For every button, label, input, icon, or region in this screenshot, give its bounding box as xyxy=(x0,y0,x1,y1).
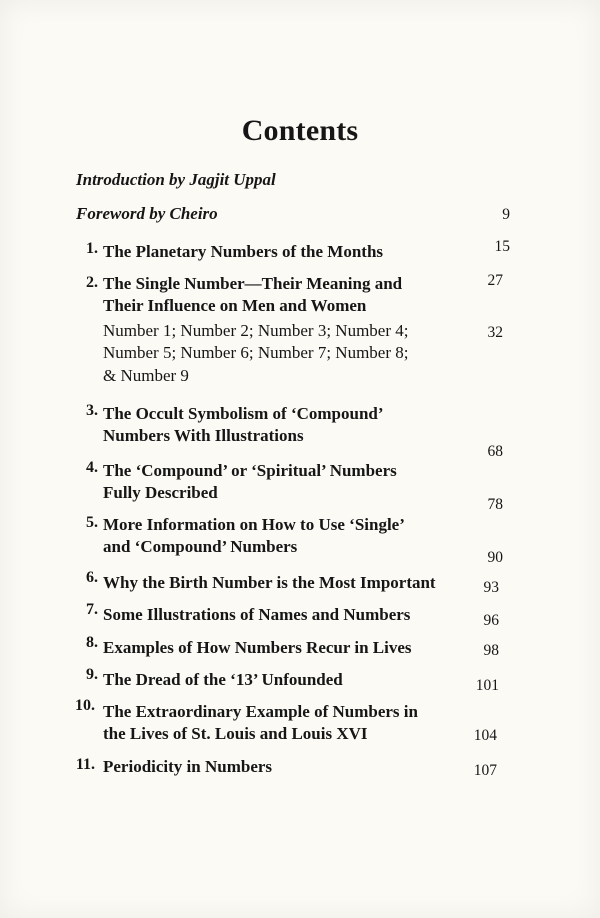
chapter-4-title-line-2: Fully Described xyxy=(103,483,218,502)
chapter-4-page: 78 xyxy=(487,496,503,513)
chapter-10-number: 10. xyxy=(75,697,95,714)
chapter-9-page: 101 xyxy=(475,677,499,694)
chapter-6-page: 93 xyxy=(483,579,499,596)
chapter-3-number: 3. xyxy=(86,402,98,419)
chapter-2-number: 2. xyxy=(86,274,98,291)
chapter-2-sub-line-3: & Number 9 xyxy=(103,366,189,385)
foreword-entry: Foreword by Cheiro xyxy=(76,204,218,223)
chapter-3-page: 68 xyxy=(487,443,503,460)
intro-entry: Introduction by Jagjit Uppal xyxy=(76,170,276,189)
chapter-2-sub-line-1: Number 1; Number 2; Number 3; Number 4; xyxy=(103,321,409,340)
foreword-page: 9 xyxy=(502,206,510,223)
chapter-4-number: 4. xyxy=(86,459,98,476)
chapter-2-sub-line-2: Number 5; Number 6; Number 7; Number 8; xyxy=(103,343,409,362)
chapter-1-page: 15 xyxy=(494,238,510,255)
chapter-11-title: Periodicity in Numbers xyxy=(103,757,273,776)
chapter-10-title-line-2: the Lives of St. Louis and Louis XVI xyxy=(103,724,368,743)
chapter-7-page: 96 xyxy=(483,612,499,629)
chapter-1-title: The Planetary Numbers of the Months xyxy=(103,242,384,261)
chapter-2-title-line-1: The Single Number—Their Meaning and xyxy=(103,274,403,293)
chapter-7-number: 7. xyxy=(86,601,98,618)
chapter-10-page: 104 xyxy=(473,727,497,744)
chapter-11-page: 107 xyxy=(473,762,497,779)
chapter-5-title-line-2: and ‘Compound’ Numbers xyxy=(103,537,298,556)
chapter-2-sub-page: 32 xyxy=(487,324,503,341)
chapter-10-title-line-1: The Extraordinary Example of Numbers in xyxy=(103,702,418,721)
chapter-3-title-line-2: Numbers With Illustrations xyxy=(103,426,304,445)
chapter-1-number: 1. xyxy=(86,240,98,257)
page-title: Contents xyxy=(241,114,359,147)
chapter-6-number: 6. xyxy=(86,569,98,586)
chapter-11-number: 11. xyxy=(75,756,95,773)
chapter-2-page: 27 xyxy=(487,272,503,289)
chapter-8-title: Examples of How Numbers Recur in Lives xyxy=(103,638,412,657)
chapter-5-title-line-1: More Information on How to Use ‘Single’ xyxy=(103,515,405,534)
chapter-2-title-line-2: Their Influence on Men and Women xyxy=(103,296,367,315)
chapter-9-number: 9. xyxy=(86,666,98,683)
chapter-5-page: 90 xyxy=(487,549,503,566)
chapter-8-number: 8. xyxy=(86,634,98,651)
chapter-9-title: The Dread of the ‘13’ Unfounded xyxy=(103,670,343,689)
chapter-4-title-line-1: The ‘Compound’ or ‘Spiritual’ Numbers xyxy=(103,461,397,480)
chapter-6-title: Why the Birth Number is the Most Important xyxy=(103,573,436,592)
chapter-5-number: 5. xyxy=(86,514,98,531)
chapter-7-title: Some Illustrations of Names and Numbers xyxy=(103,605,411,624)
chapter-8-page: 98 xyxy=(483,642,499,659)
chapter-3-title-line-1: The Occult Symbolism of ‘Compound’ xyxy=(103,404,384,423)
